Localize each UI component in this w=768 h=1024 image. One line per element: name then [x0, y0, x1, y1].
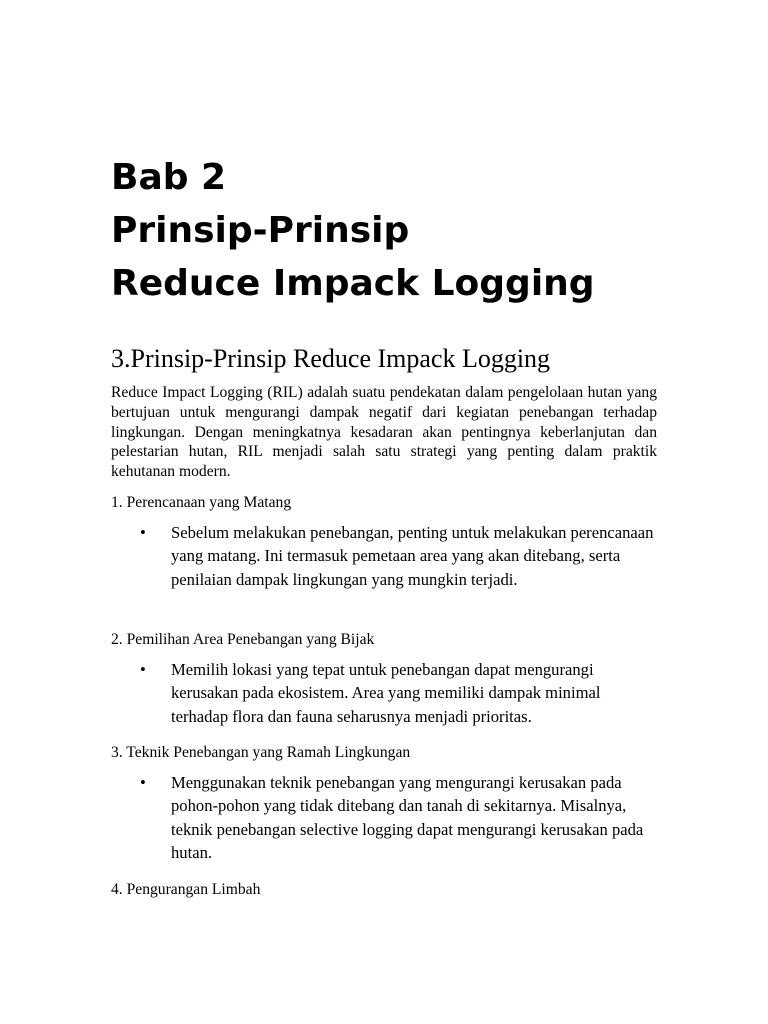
point-heading-4: 4. Pengurangan Limbah — [111, 881, 261, 898]
bullet-icon: • — [140, 773, 146, 792]
bullet-text-2: Memilih lokasi yang tepat untuk penebangan dapat mengurangi kerusakan pada ekosistem. Area yang memiliki dampak minimal terhadap flora dan fauna seharusnya menjadi prioritas. — [171, 660, 601, 726]
chapter-title-line-1: Prinsip-Prinsip — [111, 210, 410, 251]
chapter-number: Bab 2 — [111, 157, 227, 198]
section-heading: 3.Prinsip-Prinsip Reduce Impack Logging — [111, 344, 551, 373]
bullet-text-3: Menggunakan teknik penebangan yang mengurangi kerusakan pada pohon-pohon yang tidak ditebang dan tanah di sekitarnya. Misalnya, teknik penebangan selective logging dapat mengurangi kerusakan pada hutan. — [171, 773, 644, 863]
document-page — [111, 0, 657, 1024]
point-heading-3: 3. Teknik Penebangan yang Ramah Lingkungan — [111, 744, 411, 761]
intro-paragraph: Reduce Impact Logging (RIL) adalah suatu pendekatan dalam pengelolaan hutan yang bertujuan untuk mengurangi dampak negatif dari kegiatan penebangan terhadap lingkungan. Dengan meningkatnya kesadaran akan pentingnya keberlanjutan dan pelestarian hutan, RIL menjadi salah satu strategi yang penting dalam praktik kehutanan modern. — [111, 384, 657, 481]
chapter-title-line-2: Reduce Impack Logging — [111, 263, 595, 304]
bullet-icon: • — [140, 660, 146, 679]
bullet-icon: • — [140, 523, 146, 542]
bullet-text-1: Sebelum melakukan penebangan, penting untuk melakukan perencanaan yang matang. Ini termasuk pemetaan area yang akan ditebang, serta penilaian dampak lingkungan yang mungkin terjadi. — [171, 523, 654, 589]
point-heading-1: 1. Perencanaan yang Matang — [111, 494, 292, 511]
chapter-title — [111, 151, 657, 310]
point-heading-2: 2. Pemilihan Area Penebangan yang Bijak — [111, 631, 375, 648]
